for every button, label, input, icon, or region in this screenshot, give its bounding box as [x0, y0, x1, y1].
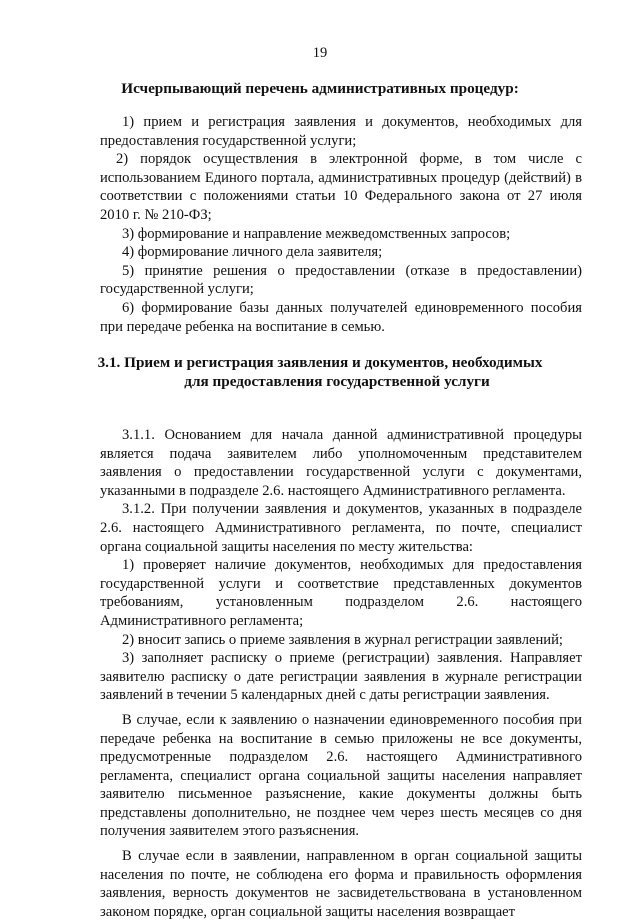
paragraph: В случае если в заявлении, направленном в орган социальной защиты населения по почте, не соблюдена его форма и правильность оформления заявления, верность документов не засвидетельствована в установленном законом порядке, орган социальной защиты населения возвращает	[100, 848, 582, 920]
paragraph: 3.1.1. Основанием для начала данной административной процедуры является подача заявителем либо уполномоченным представителем заявления о предоставлении государственной услуги с документами, указанными в подразделе 2.6. настоящего Административного регламента.	[100, 427, 582, 499]
list-item: 5) принятие решения о предоставлении (отказе в предоставлении) государственной услуги;	[100, 262, 582, 298]
section-3-1-title	[0, 353, 640, 391]
list-item: 6) формирование базы данных получателей единовременного пособия при передаче ребенка на воспитание в семью.	[100, 299, 582, 335]
list-item: 1) прием и регистрация заявления и документов, необходимых для предоставления государственной услуги;	[100, 114, 582, 149]
paragraph: 3.1.2. При получении заявления и документов, указанных в подразделе 2.6. настоящего Административного регламента, по почте, специалист органа социальной защиты населения по месту жительства:	[100, 501, 582, 555]
section-title-line: 3.1. Прием и регистрация заявления и документов, необходимых	[97, 354, 543, 371]
paragraph: 3) заполняет расписку о приеме (регистрации) заявления. Направляет заявителю расписку о дате регистрации заявления в журнале регистрации заявлений в течении 5 календарных дней с даты регистрации заявления.	[100, 650, 582, 704]
paragraph: 2) вносит запись о приеме заявления в журнал регистрации заявлений;	[122, 631, 563, 648]
page-number: 19	[312, 45, 328, 61]
list-item: 4) формирование личного дела заявителя;	[122, 244, 383, 261]
paragraph: 1) проверяет наличие документов, необходимых для предоставления государственной услуги и соответствие представленных документов требованиям, установленным подразделом 2.6. настоящего Административного регламента;	[100, 557, 582, 629]
list-item: 2) порядок осуществления в электронной форме, в том числе с использованием Единого портала, административных процедур (действий) в соответствии с положениями статьи 10 Федерального закона от 27 июля 2010 г. № 210-ФЗ;	[100, 151, 582, 223]
procedures-list	[100, 113, 582, 336]
paragraph: В случае, если к заявлению о назначении единовременного пособия при передаче ребенка на воспитание в семью приложены не все документы, предусмотренные подразделом 2.6. настоящего Административного регламента, специалист органа социальной защиты населения направляет заявителю письменное разъяснение, какие документы должны быть представлены дополнительно, не позднее чем через шесть месяцев со дня получения заявителем этого разъяснения.	[100, 711, 582, 840]
procedures-list-title: Исчерпывающий перечень административных процедур:	[121, 80, 519, 97]
section-3-1-body	[100, 426, 582, 921]
list-item: 3) формирование и направление межведомственных запросов;	[122, 225, 511, 242]
section-title-line: для предоставления государственной услуги	[184, 373, 490, 390]
